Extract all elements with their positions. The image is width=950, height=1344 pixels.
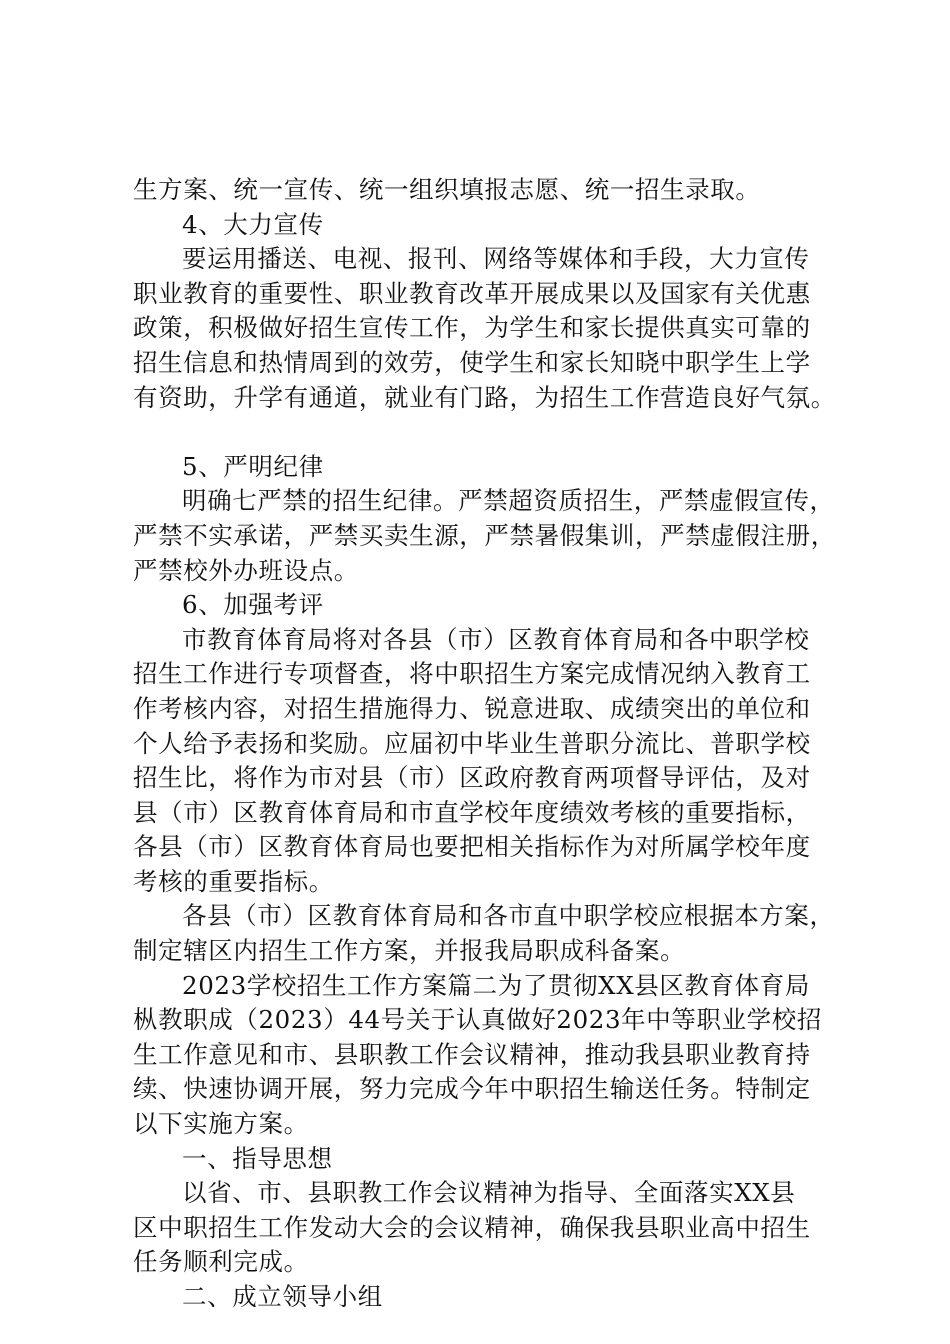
text-line: 招生工作进行专项督查，将中职招生方案完成情况纳入教育工 [133,659,811,689]
section-heading: 一、指导思想 [182,1143,333,1173]
section-heading: 5、严明纪律 [182,451,324,481]
text-line: 招生比，将作为市对县（市）区政府教育两项督导评估，及对 [133,763,811,793]
text-line: 县（市）区教育体育局和市直学校年度绩效考核的重要指标， [133,797,811,827]
blank-line [133,415,833,450]
text-line: 2023学校招生工作方案篇二为了贯彻XX县区教育体育局 [182,970,810,1000]
text-line: 生工作意见和市、县职教工作会议精神，推动我县职业教育持 [133,1039,811,1069]
text-line: 政策，积极做好招生宣传工作，为学生和家长提供真实可靠的 [133,313,811,343]
text-line: 枞教职成（2023）44号关于认真做好2023年中等职业学校招 [133,1005,822,1035]
text-line: 生方案、统一宣传、统一组织填报志愿、统一招生录取。 [133,175,761,204]
section-heading: 6、加强考评 [182,590,324,620]
text-line: 区中职招生工作发动大会的会议精神，确保我县职业高中招生 [133,1212,811,1242]
text-line: 续、快速协调开展，努力完成今年中职招生输送任务。特制定 [133,1074,811,1104]
text-line: 各县（市）区教育体育局和各市直中职学校应根据本方案， [182,901,835,931]
text-line: 制定辖区内招生工作方案，并报我局职成科备案。 [133,936,686,966]
text-line: 要运用播送、电视、报刊、网络等媒体和手段，大力宣传 [182,244,810,274]
text-line: 严禁不实承诺，严禁买卖生源，严禁暑假集训，严禁虚假注册， [133,520,836,550]
text-line: 明确七严禁的招生纪律。严禁超资质招生，严禁虚假宣传， [182,486,835,516]
text-line: 招生信息和热情周到的效劳，使学生和家长知晓中职学生上学 [133,347,811,377]
text-line: 考核的重要指标。 [133,866,334,896]
text-line: 职业教育的重要性、职业教育改革开展成果以及国家有关优惠 [133,278,811,308]
document-body [133,173,836,1315]
text-line: 有资助，升学有通道，就业有门路，为招生工作营造良好气氛。 [133,382,836,412]
text-line: 任务顺利完成。 [133,1247,309,1277]
section-heading: 二、成立领导小组 [182,1282,383,1311]
text-line: 严禁校外办班设点。 [133,555,359,585]
text-line: 个人给予表扬和奖励。应届初中毕业生普职分流比、普职学校 [133,728,811,758]
text-line: 市教育体育局将对各县（市）区教育体育局和各中职学校 [182,624,810,654]
section-heading: 4、大力宣传 [182,209,324,239]
text-line: 作考核内容，对招生措施得力、锐意进取、成绩突出的单位和 [133,693,811,723]
text-line: 以下实施方案。 [133,1109,309,1139]
text-line: 各县（市）区教育体育局也要把相关指标作为对所属学校年度 [133,832,811,862]
text-line: 以省、市、县职教工作会议精神为指导、全面落实XX县 [182,1178,796,1208]
